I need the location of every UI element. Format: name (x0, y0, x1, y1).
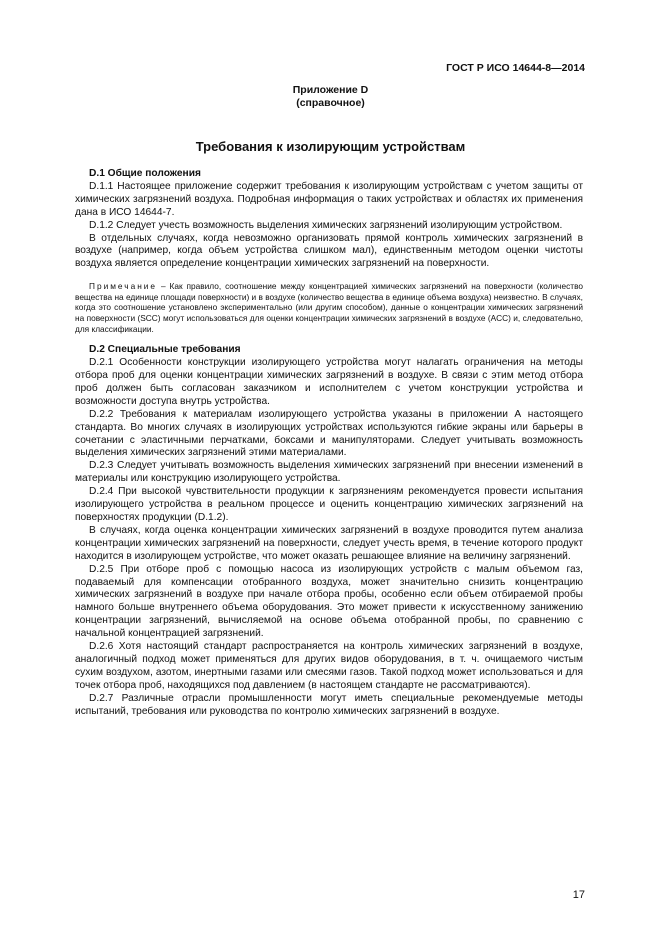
appendix-label: Приложение D (292, 84, 369, 96)
paragraph-d2-5: D.2.5 При отборе проб с помощью насоса из изолирующих устройств с малым объемом газ, подаваемый для компенсации отобранного воздуха, может значительно снизить концентрацию химических загрязнений в воздухе при начале отбора пробы, особенно если объем отбираемой пробы намного больше внутреннего объема оборудования. Это может привести к искусственному занижению концентрации загрязнений, вычисляемой на основе объема отобранной пробы, по сравнению с начальной концентрацией загрязнений. (75, 563, 583, 640)
appendix-type: (справочное) (296, 97, 365, 109)
paragraph-d2-2: D.2.2 Требования к материалам изолирующего устройства указаны в приложении А настоящего стандарта. Во многих случаях в изолирующих устройствах используются гибкие экраны или барьеры в сочетании с эластичными перчатками, боксами и манипуляторами. Следует учитывать возможность выделения химических загрязнений этими материалами. (75, 408, 583, 459)
paragraph-d1-1: D.1.1 Настоящее приложение содержит требования к изолирующим устройствам с учетом защиты от химических загрязнений воздуха. Подробная информация о таких устройствах и областях их применения дана в ИСО 14644-7. (75, 180, 583, 218)
note (75, 281, 583, 334)
paragraph-d1-2: D.1.2 Следует учесть возможность выделения химических загрязнений изолирующим устройством. (89, 219, 563, 231)
section-heading-d1: D.1 Общие положения (89, 168, 201, 179)
paragraph-d2-1: D.2.1 Особенности конструкции изолирующего устройства могут налагать ограничения на методы отбора проб для оценки концентрации химических загрязнений в воздухе. В связи с этим метод отбора проб должен быть согласован заказчиком и исполнителем с учетом конструкции устройства и возможности доступа внутрь устройства. (75, 357, 583, 407)
page-number: 17 (572, 889, 585, 901)
paragraph-d2-3: D.2.3 Следует учитывать возможность выделения химических загрязнений при внесении изменений в материалы или конструкцию изолирующего устройства. (75, 460, 583, 485)
note-text: – Как правило, соотношение между концентрацией химических загрязнений на поверхности (количество вещества на единице площади поверхности) и в воздухе (количество вещества в единице объема воздуха) неизвестно. В случаях, когда это соотношение установлено экспериментально (или другим способом), данные о концентрации химических загрязнений на поверхности (SCC) могут использоваться для оценки концентрации химических загрязнений в воздухе (ACC) и, следовательно, для классификации. (75, 281, 583, 334)
note-label: Примечание (89, 281, 158, 292)
page-title: Требования к изолирующим устройствам (195, 139, 466, 154)
document-body (75, 168, 583, 719)
appendix-heading (0, 84, 661, 110)
section-heading-d2: D.2 Специальные требования (89, 344, 241, 356)
paragraph-d2-4: D.2.4 При высокой чувствительности продукции к загрязнениям рекомендуется провести испытания изолирующего устройства в реальном процессе и оценить концентрацию химических загрязнений на поверхностях продукции (D.1.2). (75, 486, 583, 523)
paragraph-d2-4-cont: В случаях, когда оценка концентрации химических загрязнений в воздухе проводится путем анализа концентрации химических загрязнений на поверхности, следует учесть время, в течение которого продукт находится в изолирующем устройстве, что может оказать решающее влияние на величину загрязнений. (75, 524, 583, 562)
standard-number: ГОСТ Р ИСО 14644-8—2014 (446, 62, 585, 74)
paragraph-d2-6: D.2.6 Хотя настоящий стандарт распространяется на контроль химических загрязнений в воздухе, аналогичный подход может применяться для других видов оборудования, в т. ч. очищаемого чистым сухим воздухом, азотом, инертными газами или смесями газов. Такой подход может использоваться и для точек отбора проб, находящихся под давлением (в настоящем стандарте не рассматриваются). (75, 641, 583, 691)
paragraph-d1-2-cont: В отдельных случаях, когда невозможно организовать прямой контроль химических загрязнений в воздухе (например, когда объем устройства слишком мал), единственным методом оценки чистоты воздуха является определение концентрации химических загрязнений на поверхности. (75, 232, 583, 270)
paragraph-d2-7: D.2.7 Различные отрасли промышленности могут иметь специальные рекомендуемые методы испытаний, требования или руководства по контролю химических загрязнений в воздухе. (75, 692, 583, 717)
